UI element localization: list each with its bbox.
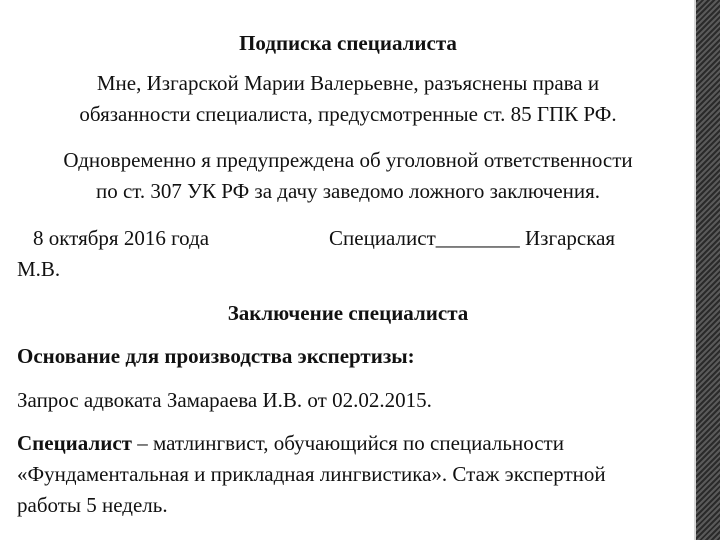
signature-date: 8 октября 2016 года — [33, 226, 210, 250]
specialist-line1 — [17, 430, 564, 456]
signature-para2-line2: по ст. 307 УК РФ за дачу заведомо ложного заключения. — [95, 179, 601, 203]
specialist-text-line3: работы 5 недель. — [17, 493, 168, 517]
basis-heading: Основание для производства экспертизы: — [17, 344, 415, 368]
specialist-text-line2: «Фундаментальная и прикладная лингвистика». Стаж экспертной — [17, 462, 606, 486]
signature-signer-initials: М.В. — [17, 257, 61, 281]
decorative-stripe-bar — [696, 0, 720, 540]
signature-para1-line2: обязанности специалиста, предусмотренные ст. 85 ГПК РФ. — [79, 102, 617, 126]
basis-text: Запрос адвоката Замараева И.В. от 02.02.2015. — [17, 388, 432, 412]
specialist-text-line1: – матлингвист, обучающийся по специальности — [132, 431, 564, 455]
specialist-label: Специалист — [17, 431, 132, 455]
signature-title: Подписка специалиста — [239, 31, 457, 55]
conclusion-title: Заключение специалиста — [227, 301, 469, 325]
signature-para1-line1: Мне, Изгарской Марии Валерьевне, разъяснены права и — [96, 71, 600, 95]
signature-signer-line: Специалист________ Изгарская — [329, 226, 616, 250]
signature-para2-line1: Одновременно я предупреждена об уголовной ответственности — [63, 148, 633, 172]
